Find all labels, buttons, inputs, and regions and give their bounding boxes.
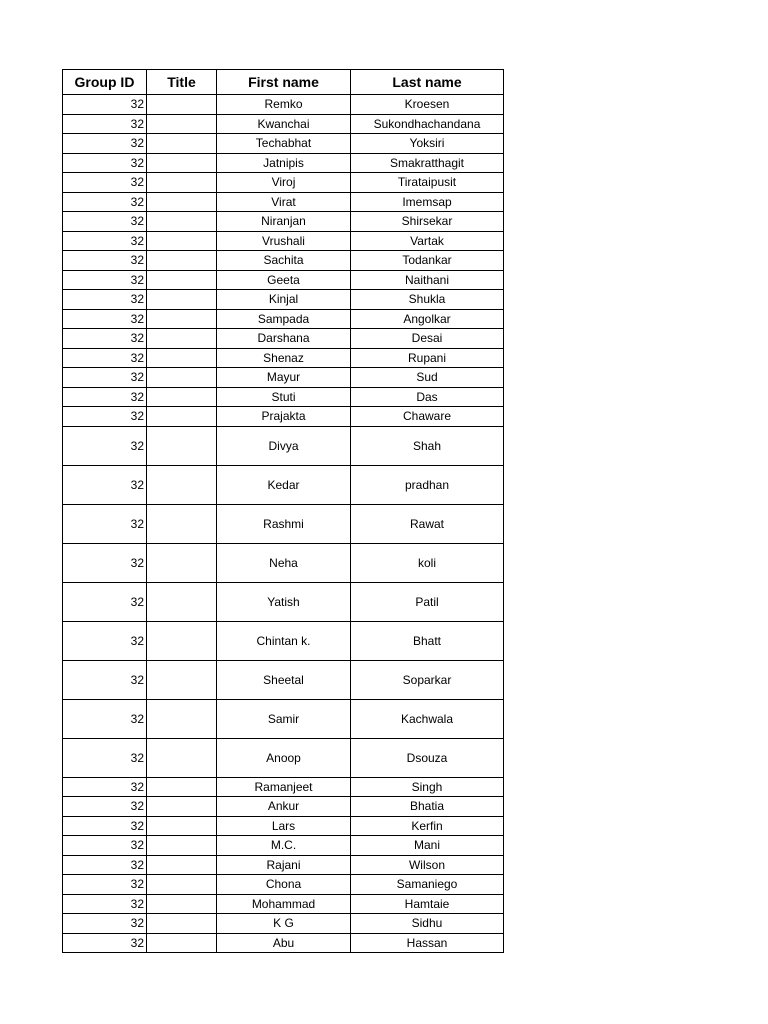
first-name-cell: Neha — [217, 543, 351, 582]
title-cell — [147, 270, 217, 290]
title-cell — [147, 465, 217, 504]
group-id-cell: 32 — [63, 134, 147, 154]
group-id-cell: 32 — [63, 738, 147, 777]
last-name-cell: Naithani — [351, 270, 504, 290]
group-id-cell: 32 — [63, 875, 147, 895]
first-name-cell: Stuti — [217, 387, 351, 407]
group-id-cell: 32 — [63, 309, 147, 329]
last-name-cell: Hassan — [351, 933, 504, 953]
table-row — [63, 894, 504, 914]
table-row — [63, 582, 504, 621]
title-cell — [147, 231, 217, 251]
first-name-cell: Anoop — [217, 738, 351, 777]
group-id-cell: 32 — [63, 894, 147, 914]
last-name-cell: Sukondhachandana — [351, 114, 504, 134]
table-row — [63, 738, 504, 777]
first-name-cell: Prajakta — [217, 407, 351, 427]
table-row — [63, 426, 504, 465]
last-name-cell: pradhan — [351, 465, 504, 504]
first-name-cell: Rashmi — [217, 504, 351, 543]
title-cell — [147, 329, 217, 349]
group-id-cell: 32 — [63, 231, 147, 251]
group-id-cell: 32 — [63, 270, 147, 290]
first-name-cell: Abu — [217, 933, 351, 953]
table-row — [63, 914, 504, 934]
title-cell — [147, 894, 217, 914]
last-name-cell: Bhatia — [351, 797, 504, 817]
first-name-cell: Divya — [217, 426, 351, 465]
title-cell — [147, 387, 217, 407]
first-name-cell: Yatish — [217, 582, 351, 621]
title-cell — [147, 348, 217, 368]
title-cell — [147, 738, 217, 777]
last-name-cell: Das — [351, 387, 504, 407]
group-id-cell: 32 — [63, 699, 147, 738]
first-name-cell: Chintan k. — [217, 621, 351, 660]
last-name-cell: Imemsap — [351, 192, 504, 212]
first-name-cell: Sheetal — [217, 660, 351, 699]
group-id-cell: 32 — [63, 114, 147, 134]
group-id-cell: 32 — [63, 251, 147, 271]
first-name-cell: Darshana — [217, 329, 351, 349]
first-name-cell: Niranjan — [217, 212, 351, 232]
title-cell — [147, 134, 217, 154]
last-name-cell: Kerfin — [351, 816, 504, 836]
last-name-cell: Vartak — [351, 231, 504, 251]
group-id-cell: 32 — [63, 836, 147, 856]
last-name-cell: Kroesen — [351, 95, 504, 115]
group-id-cell: 32 — [63, 153, 147, 173]
title-cell — [147, 173, 217, 193]
last-name-cell: Kachwala — [351, 699, 504, 738]
first-name-cell: Kinjal — [217, 290, 351, 310]
table-row — [63, 153, 504, 173]
title-cell — [147, 407, 217, 427]
table-row — [63, 387, 504, 407]
title-cell — [147, 114, 217, 134]
title-cell — [147, 699, 217, 738]
group-id-cell: 32 — [63, 777, 147, 797]
table-row — [63, 270, 504, 290]
last-name-cell: Singh — [351, 777, 504, 797]
table-row — [63, 251, 504, 271]
title-cell — [147, 875, 217, 895]
group-id-cell: 32 — [63, 855, 147, 875]
table-row — [63, 875, 504, 895]
last-name-cell: Wilson — [351, 855, 504, 875]
last-name-cell: Shukla — [351, 290, 504, 310]
first-name-cell: K G — [217, 914, 351, 934]
last-name-cell: Yoksiri — [351, 134, 504, 154]
title-cell — [147, 504, 217, 543]
last-name-cell: Shirsekar — [351, 212, 504, 232]
table-row — [63, 309, 504, 329]
first-name-cell: Sachita — [217, 251, 351, 271]
title-cell — [147, 582, 217, 621]
first-name-cell: Viroj — [217, 173, 351, 193]
table-row — [63, 504, 504, 543]
header-group-id: Group ID — [63, 70, 147, 95]
table-row — [63, 855, 504, 875]
table-row — [63, 329, 504, 349]
group-id-cell: 32 — [63, 465, 147, 504]
title-cell — [147, 797, 217, 817]
first-name-cell: Ankur — [217, 797, 351, 817]
table-row — [63, 797, 504, 817]
last-name-cell: Soparkar — [351, 660, 504, 699]
group-id-cell: 32 — [63, 387, 147, 407]
header-title: Title — [147, 70, 217, 95]
title-cell — [147, 543, 217, 582]
table-row — [63, 95, 504, 115]
title-cell — [147, 192, 217, 212]
first-name-cell: Kedar — [217, 465, 351, 504]
first-name-cell: Geeta — [217, 270, 351, 290]
title-cell — [147, 290, 217, 310]
first-name-cell: Remko — [217, 95, 351, 115]
group-id-cell: 32 — [63, 504, 147, 543]
table-row — [63, 368, 504, 388]
group-id-cell: 32 — [63, 368, 147, 388]
table-row — [63, 173, 504, 193]
table-row — [63, 407, 504, 427]
table-row — [63, 290, 504, 310]
group-id-cell: 32 — [63, 660, 147, 699]
table-row — [63, 348, 504, 368]
group-id-cell: 32 — [63, 329, 147, 349]
table-row — [63, 816, 504, 836]
last-name-cell: Mani — [351, 836, 504, 856]
last-name-cell: Desai — [351, 329, 504, 349]
title-cell — [147, 251, 217, 271]
group-id-cell: 32 — [63, 173, 147, 193]
title-cell — [147, 816, 217, 836]
last-name-cell: Tirataipusit — [351, 173, 504, 193]
first-name-cell: Virat — [217, 192, 351, 212]
title-cell — [147, 621, 217, 660]
first-name-cell: Jatnipis — [217, 153, 351, 173]
table-body — [63, 95, 504, 953]
last-name-cell: Rawat — [351, 504, 504, 543]
group-id-cell: 32 — [63, 797, 147, 817]
table-row — [63, 543, 504, 582]
group-id-cell: 32 — [63, 426, 147, 465]
title-cell — [147, 836, 217, 856]
first-name-cell: Chona — [217, 875, 351, 895]
table-row — [63, 699, 504, 738]
participant-table — [62, 69, 504, 953]
first-name-cell: Vrushali — [217, 231, 351, 251]
first-name-cell: Mohammad — [217, 894, 351, 914]
first-name-cell: Rajani — [217, 855, 351, 875]
header-last-name: Last name — [351, 70, 504, 95]
header-row — [63, 70, 504, 95]
first-name-cell: Mayur — [217, 368, 351, 388]
first-name-cell: M.C. — [217, 836, 351, 856]
last-name-cell: Bhatt — [351, 621, 504, 660]
group-id-cell: 32 — [63, 582, 147, 621]
title-cell — [147, 95, 217, 115]
first-name-cell: Shenaz — [217, 348, 351, 368]
first-name-cell: Samir — [217, 699, 351, 738]
last-name-cell: Patil — [351, 582, 504, 621]
group-id-cell: 32 — [63, 348, 147, 368]
header-first-name: First name — [217, 70, 351, 95]
first-name-cell: Techabhat — [217, 134, 351, 154]
last-name-cell: Chaware — [351, 407, 504, 427]
title-cell — [147, 153, 217, 173]
title-cell — [147, 212, 217, 232]
last-name-cell: Dsouza — [351, 738, 504, 777]
title-cell — [147, 933, 217, 953]
table-row — [63, 836, 504, 856]
table-row — [63, 933, 504, 953]
last-name-cell: Rupani — [351, 348, 504, 368]
last-name-cell: Samaniego — [351, 875, 504, 895]
title-cell — [147, 914, 217, 934]
last-name-cell: koli — [351, 543, 504, 582]
title-cell — [147, 309, 217, 329]
last-name-cell: Todankar — [351, 251, 504, 271]
last-name-cell: Sidhu — [351, 914, 504, 934]
first-name-cell: Ramanjeet — [217, 777, 351, 797]
group-id-cell: 32 — [63, 407, 147, 427]
group-id-cell: 32 — [63, 290, 147, 310]
table-row — [63, 114, 504, 134]
first-name-cell: Sampada — [217, 309, 351, 329]
last-name-cell: Hamtaie — [351, 894, 504, 914]
title-cell — [147, 777, 217, 797]
group-id-cell: 32 — [63, 914, 147, 934]
first-name-cell: Lars — [217, 816, 351, 836]
group-id-cell: 32 — [63, 933, 147, 953]
last-name-cell: Angolkar — [351, 309, 504, 329]
table-row — [63, 660, 504, 699]
group-id-cell: 32 — [63, 543, 147, 582]
table-row — [63, 134, 504, 154]
title-cell — [147, 660, 217, 699]
last-name-cell: Sud — [351, 368, 504, 388]
first-name-cell: Kwanchai — [217, 114, 351, 134]
last-name-cell: Shah — [351, 426, 504, 465]
group-id-cell: 32 — [63, 95, 147, 115]
group-id-cell: 32 — [63, 192, 147, 212]
last-name-cell: Smakratthagit — [351, 153, 504, 173]
table-row — [63, 777, 504, 797]
group-id-cell: 32 — [63, 816, 147, 836]
title-cell — [147, 855, 217, 875]
group-id-cell: 32 — [63, 212, 147, 232]
group-id-cell: 32 — [63, 621, 147, 660]
title-cell — [147, 426, 217, 465]
table-row — [63, 212, 504, 232]
table-row — [63, 231, 504, 251]
table-row — [63, 192, 504, 212]
title-cell — [147, 368, 217, 388]
table-row — [63, 465, 504, 504]
table-row — [63, 621, 504, 660]
